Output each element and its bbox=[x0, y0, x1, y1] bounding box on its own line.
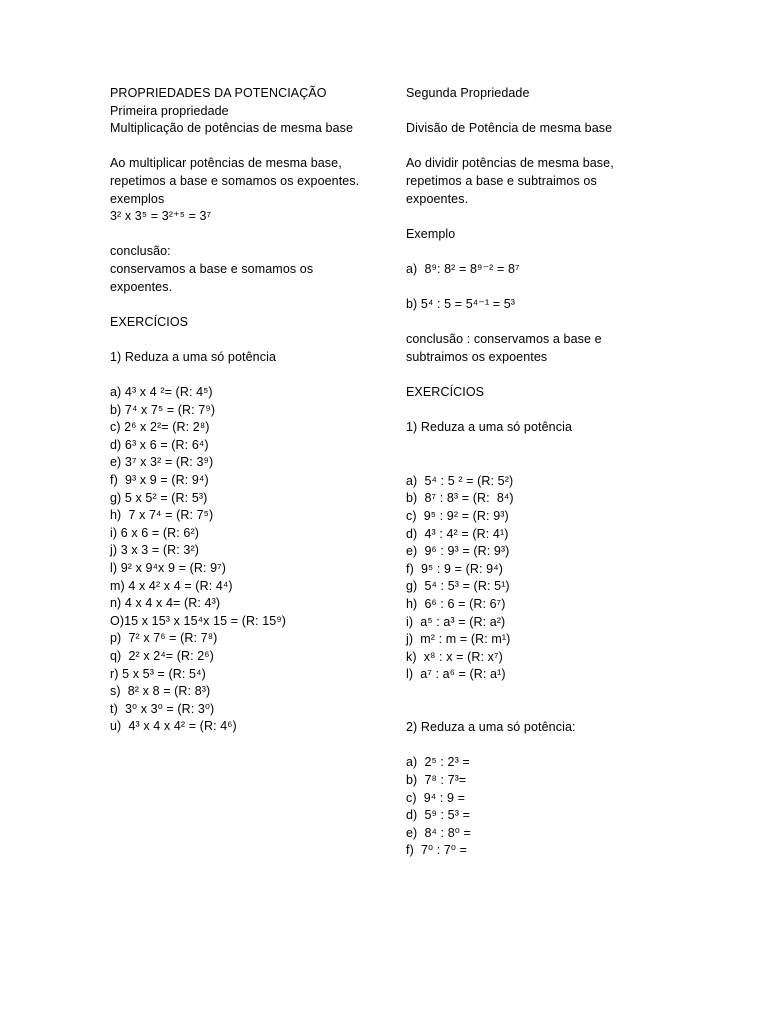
example-line: a) 8⁹: 8² = 8⁹⁻² = 8⁷ bbox=[406, 261, 520, 276]
rule-text-line: repetimos a base e subtraimos os bbox=[406, 173, 597, 188]
spacer bbox=[110, 138, 390, 156]
exercise-item: i) a⁵ : a³ = (R: a²) bbox=[406, 614, 506, 629]
exercise-item: b) 8⁷ : 8³ = (R: 8⁴) bbox=[406, 491, 514, 506]
spacer bbox=[406, 402, 696, 420]
spacer bbox=[406, 208, 696, 226]
exercise-prompt: 1) Reduza a uma só potência bbox=[110, 349, 276, 364]
exercise-item: a) 4³ x 4 ²= (R: 4⁵) bbox=[110, 385, 213, 400]
second-property-topic: Divisão de Potência de mesma base bbox=[406, 121, 613, 136]
exercise-item: f) 7⁰ : 7⁰ = bbox=[406, 843, 467, 858]
spacer bbox=[406, 103, 696, 121]
spacer bbox=[406, 314, 696, 332]
left-column bbox=[110, 85, 390, 736]
conclusion-text-line: expoentes. bbox=[110, 279, 173, 294]
exercise-item: d) 5⁹ : 5³ = bbox=[406, 808, 470, 823]
spacer bbox=[406, 243, 696, 261]
exercise-item: j) m² : m = (R: m¹) bbox=[406, 632, 511, 647]
exercise-item: d) 4³ : 4² = (R: 4¹) bbox=[406, 526, 509, 541]
exercise-item: i) 6 x 6 = (R: 6²) bbox=[110, 525, 199, 540]
example-line: b) 5⁴ : 5 = 5⁴⁻¹ = 5³ bbox=[406, 297, 516, 312]
exercise-item: r) 5 x 5³ = (R: 5⁴) bbox=[110, 666, 206, 681]
exercises-heading: EXERCÍCIOS bbox=[406, 385, 485, 400]
exercise-item: c) 2⁶ x 2²= (R: 2⁸) bbox=[110, 420, 210, 435]
example-line: 3² x 3⁵ = 3²⁺⁵ = 3⁷ bbox=[110, 209, 212, 224]
exercise-item: l) a⁷ : a⁶ = (R: a¹) bbox=[406, 667, 506, 682]
spacer bbox=[406, 737, 696, 755]
exercise-item: a) 2⁵ : 2³ = bbox=[406, 755, 470, 770]
rule-text-line: repetimos a base e somamos os expoentes. bbox=[110, 173, 360, 188]
rule-text-line: expoentes. bbox=[406, 191, 469, 206]
spacer bbox=[110, 226, 390, 244]
exercise-item: s) 8² x 8 = (R: 8³) bbox=[110, 684, 211, 699]
exercise-item: b) 7⁸ : 7³= bbox=[406, 772, 467, 787]
exercise-item: q) 2² x 2⁴= (R: 2⁶) bbox=[110, 649, 214, 663]
exercise-item: b) 7⁴ x 7⁵ = (R: 7⁹) bbox=[110, 402, 216, 417]
exercise-item: d) 6³ x 6 = (R: 6⁴) bbox=[110, 437, 209, 452]
exercise-item: h) 7 x 7⁴ = (R: 7⁵) bbox=[110, 508, 214, 523]
exercise-item: u) 4³ x 4 x 4² = (R: 4⁶) bbox=[110, 719, 237, 734]
exercise-item: k) x⁸ : x = (R: x⁷) bbox=[406, 649, 503, 664]
exercise-item: t) 3⁰ x 3⁰ = (R: 3⁰) bbox=[110, 701, 215, 716]
first-property-heading: Primeira propriedade bbox=[110, 103, 229, 118]
exercise-item: n) 4 x 4 x 4= (R: 4³) bbox=[110, 596, 221, 611]
exercise-prompt: 1) Reduza a uma só potência bbox=[406, 420, 572, 435]
exercise-item: f) 9⁵ : 9 = (R: 9⁴) bbox=[406, 561, 503, 576]
exercise-item: f) 9³ x 9 = (R: 9⁴) bbox=[110, 473, 209, 488]
exercise-item: j) 3 x 3 = (R: 3²) bbox=[110, 543, 199, 558]
spacer bbox=[406, 367, 696, 385]
exercise-prompt: 2) Reduza a uma só potência: bbox=[406, 720, 576, 735]
rule-text-line: Ao multiplicar potências de mesma base, bbox=[110, 156, 342, 171]
rule-text-line: Ao dividir potências de mesma base, bbox=[406, 156, 614, 171]
exercise-item: c) 9⁵ : 9² = (R: 9³) bbox=[406, 509, 509, 524]
document-title: PROPRIEDADES DA POTENCIAÇÃO bbox=[110, 86, 327, 100]
exercise-item: a) 5⁴ : 5 ² = (R: 5²) bbox=[406, 473, 514, 488]
conclusion-text-line: subtraimos os expoentes bbox=[406, 349, 548, 364]
exercise-item: g) 5 x 5² = (R: 5³) bbox=[110, 490, 208, 505]
exercise-item: c) 9⁴ : 9 = bbox=[406, 790, 466, 805]
example-label: Exemplo bbox=[406, 226, 456, 241]
exercise-item: O)15 x 15³ x 15⁴x 15 = (R: 15⁹) bbox=[110, 613, 287, 628]
spacer bbox=[406, 437, 696, 473]
exercise-item: h) 6⁶ : 6 = (R: 6⁷) bbox=[406, 597, 506, 612]
exercise-item: g) 5⁴ : 5³ = (R: 5¹) bbox=[406, 579, 510, 594]
first-property-topic: Multiplicação de potências de mesma base bbox=[110, 121, 354, 136]
spacer bbox=[110, 331, 390, 349]
second-property-heading: Segunda Propriedade bbox=[406, 86, 530, 100]
exercise-item: e) 8⁴ : 8⁰ = bbox=[406, 825, 471, 840]
examples-label: exemplos bbox=[110, 191, 165, 206]
spacer bbox=[110, 367, 390, 385]
exercise-item: e) 3⁷ x 3² = (R: 3⁹) bbox=[110, 455, 214, 470]
exercises-heading: EXERCÍCIOS bbox=[110, 314, 189, 329]
spacer bbox=[406, 279, 696, 297]
conclusion-text-line: conclusão : conservamos a base e bbox=[406, 332, 602, 347]
exercise-item: l) 9² x 9⁴x 9 = (R: 9⁷) bbox=[110, 561, 227, 576]
exercise-item: p) 7² x 7⁶ = (R: 7⁸) bbox=[110, 631, 218, 646]
conclusion-label: conclusão: bbox=[110, 244, 171, 259]
right-column bbox=[406, 85, 696, 860]
exercise-item: e) 9⁶ : 9³ = (R: 9³) bbox=[406, 544, 510, 559]
conclusion-text-line: conservamos a base e somamos os bbox=[110, 261, 314, 276]
exercise-item: m) 4 x 4² x 4 = (R: 4⁴) bbox=[110, 578, 233, 593]
spacer bbox=[406, 138, 696, 156]
spacer bbox=[406, 684, 696, 719]
spacer bbox=[110, 296, 390, 314]
